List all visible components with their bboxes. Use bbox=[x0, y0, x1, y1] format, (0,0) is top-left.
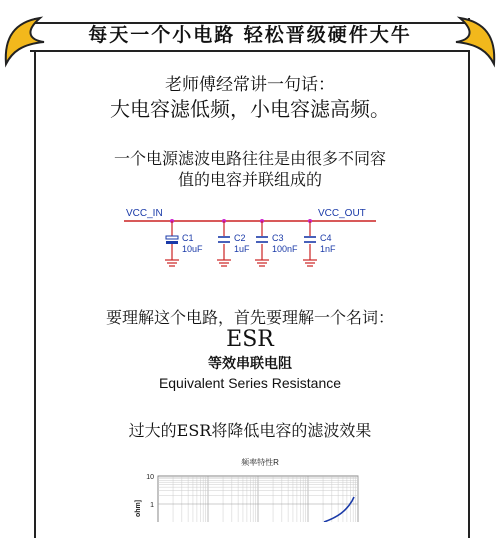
cap-reference: C1 bbox=[182, 233, 194, 243]
net-label-vcc-out: VCC_OUT bbox=[318, 208, 366, 219]
esr-chinese-name: 等效串联电阻 bbox=[208, 356, 292, 372]
conclusion-text: 过大的ESR将降低电容的滤波效果 bbox=[128, 421, 372, 440]
cap-reference: C4 bbox=[320, 233, 332, 243]
cap-reference: C2 bbox=[234, 233, 246, 243]
esr-term: ESR bbox=[226, 327, 274, 352]
parallel-line-1: 一个电源滤波电路往往是由很多不同容 bbox=[113, 149, 386, 168]
cap-reference: C3 bbox=[272, 233, 284, 243]
intro-line-2: 大电容滤低频，小电容滤高频。 bbox=[110, 97, 390, 121]
chart-title: 频率特性R bbox=[241, 458, 279, 467]
parallel-line-2: 值的电容并联组成的 bbox=[177, 170, 322, 189]
capacitor-bank bbox=[165, 219, 336, 266]
cap-value: 1nF bbox=[320, 244, 336, 254]
y-tick-1: 1 bbox=[150, 502, 154, 509]
filter-circuit-schematic bbox=[120, 204, 380, 284]
cap-plate-bottom bbox=[166, 241, 178, 244]
y-tick-10: 10 bbox=[146, 474, 154, 481]
banner-title: 每天一个小电路 轻松晋级硬件大牛 bbox=[88, 24, 412, 46]
intro-line-1: 老师傅经常讲一句话： bbox=[165, 75, 335, 95]
net-label-vcc-in: VCC_IN bbox=[126, 208, 163, 219]
cap-value: 10uF bbox=[182, 244, 203, 254]
esr-intro: 要理解这个电路，首先要理解一个名词： bbox=[105, 308, 394, 327]
y-axis-label: ohm] bbox=[135, 499, 142, 517]
cap-plate-top bbox=[166, 236, 178, 239]
cap-value: 1uF bbox=[234, 244, 250, 254]
cap-value: 100nF bbox=[272, 244, 298, 254]
esr-english-name: Equivalent Series Resistance bbox=[158, 375, 342, 391]
frequency-characteristic-chart bbox=[128, 455, 368, 522]
